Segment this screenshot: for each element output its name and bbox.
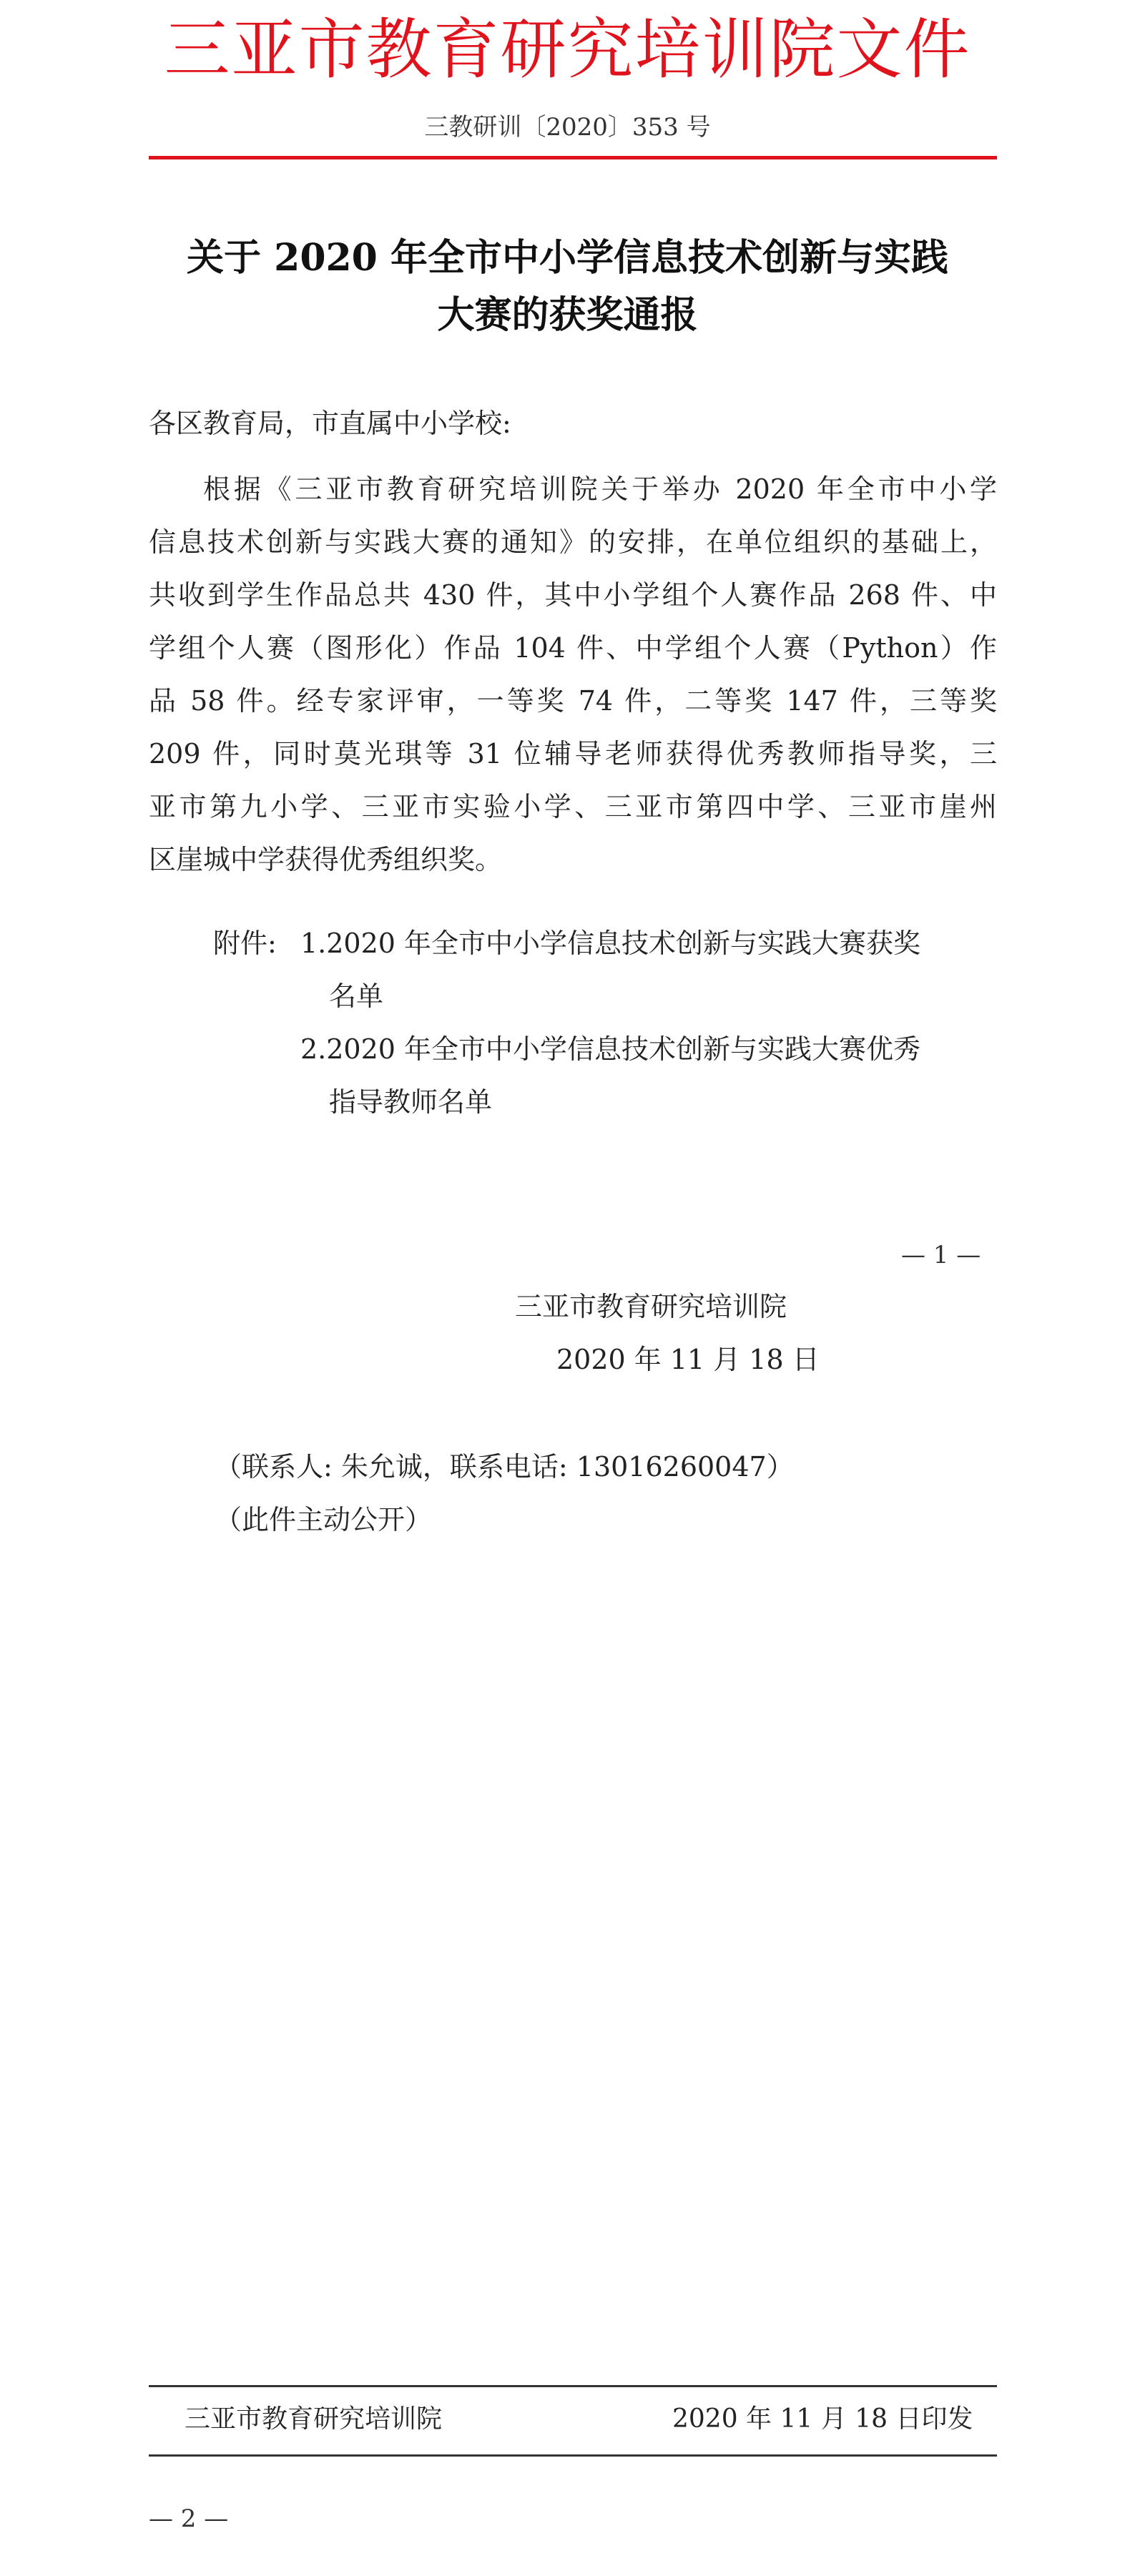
document-title-line-1: 关于 2020 年全市中小学信息技术创新与实践 — [187, 236, 948, 280]
attachment-item — [300, 1023, 998, 1129]
signature-org: 三亚市教育研究培训院 — [515, 1291, 787, 1322]
footer-org: 三亚市教育研究培训院 — [185, 2404, 443, 2434]
body-line: 区崖城中学获得优秀组织奖。 — [149, 844, 503, 875]
attachment-item — [300, 917, 998, 1023]
disclosure-note: （此件主动公开） — [215, 1504, 433, 1535]
body-line: 209 件，同时莫光琪等 31 位辅导老师获得优秀教师指导奖，三 — [149, 738, 997, 770]
attachments-label: 附件: — [213, 928, 277, 959]
signature-date: 2020 年 11 月 18 日 — [556, 1344, 820, 1375]
body-line: 共收到学生作品总共 430 件，其中小学组个人赛作品 268 件、中 — [149, 579, 997, 611]
document-title-line-2: 大赛的获奖通报 — [437, 293, 698, 337]
footer-top-rule — [149, 2385, 997, 2387]
attachment-item-line: 2.2020 年全市中小学信息技术创新与实践大赛优秀 — [300, 1033, 921, 1065]
issuer-header-title: 三亚市教育研究培训院文件 — [164, 11, 971, 88]
contact-info: （联系人: 朱允诚，联系电话: 13016260047） — [215, 1451, 794, 1483]
red-header-rule — [149, 156, 997, 159]
page-number-2: — 2 — — [149, 2504, 229, 2533]
document-number: 三教研训〔2020〕353 号 — [424, 113, 711, 142]
body-line: 亚市第九小学、三亚市实验小学、三亚市第四中学、三亚市崖州 — [149, 791, 997, 822]
attachment-item-line: 1.2020 年全市中小学信息技术创新与实践大赛获奖 — [300, 928, 921, 959]
attachment-item-line: 指导教师名单 — [329, 1086, 493, 1118]
footer-bottom-rule — [149, 2454, 997, 2457]
body-line: 学组个人赛（图形化）作品 104 件、中学组个人赛（Python）作 — [149, 632, 997, 664]
attachment-item-line: 名单 — [329, 980, 384, 1012]
body-line: 根据《三亚市教育研究培训院关于举办 2020 年全市中小学 — [203, 473, 997, 505]
page-number-1: — 1 — — [901, 1241, 981, 1269]
body-line: 信息技术创新与实践大赛的通知》的安排，在单位组织的基础上， — [149, 526, 997, 558]
body-line: 品 58 件。经专家评审，一等奖 74 件，二等奖 147 件，三等奖 — [149, 685, 997, 717]
salutation: 各区教育局，市直属中小学校: — [149, 408, 511, 439]
body-paragraph — [149, 463, 997, 886]
footer-issue-date: 2020 年 11 月 18 日印发 — [672, 2404, 973, 2434]
